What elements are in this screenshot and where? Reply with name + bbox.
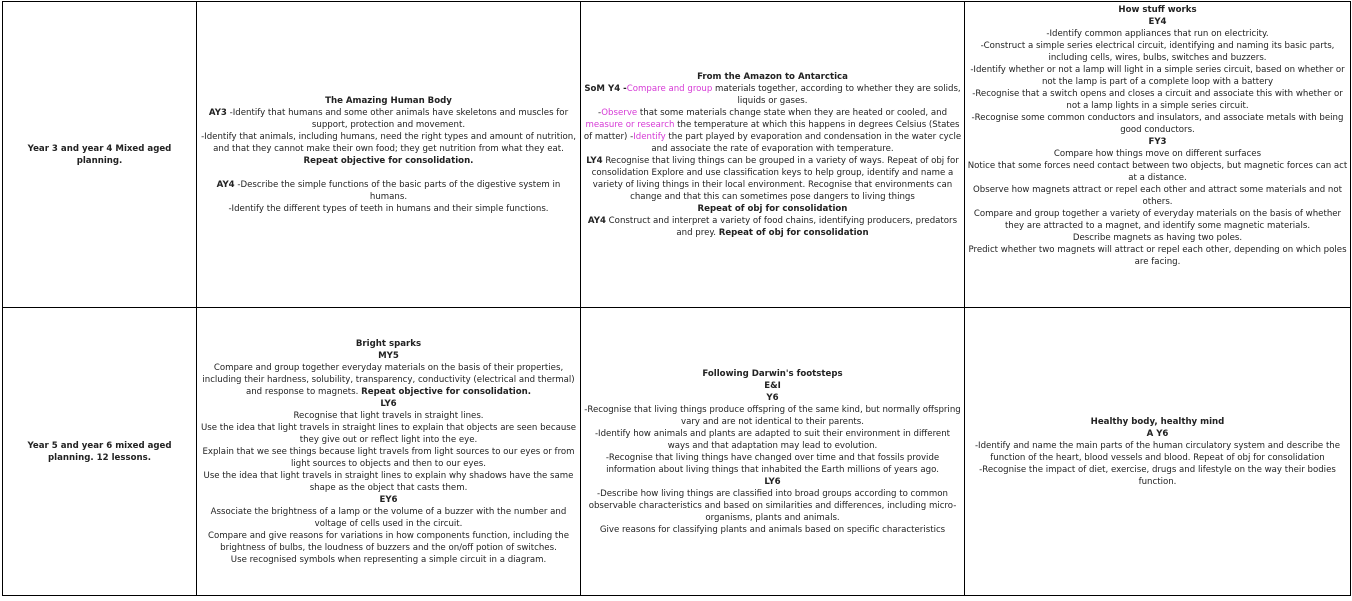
consolidation-note: Repeat objective for consolidation. [361, 386, 532, 397]
planning-table [2, 1, 1351, 596]
topic-cell-amazing-human-body [197, 2, 581, 308]
objective-text: Use the idea that light travels in straight lines to explain that objects are seen because they give out or reflect light into the eye. [200, 422, 577, 445]
objective-code: AY4 [216, 179, 235, 190]
topic-cell-bright-sparks [197, 308, 581, 596]
objective-code: A Y6 [1146, 428, 1169, 439]
objective-code: FY3 [1148, 137, 1167, 147]
objective-code: AY3 [208, 107, 227, 118]
table-row [3, 2, 1351, 308]
objective-text: Compare how things move on different surfaces [1053, 149, 1262, 159]
objective-code: LY6 [380, 398, 397, 409]
objective-text: Compare and give reasons for variations in how components function, including the brightness of bulbs, the loudness of buzzers and the on/off potion of switches. [207, 530, 569, 553]
topic-title: Bright sparks [355, 338, 422, 349]
objective-code: LY4 [586, 155, 603, 166]
objective-text: Explain that we see things because light travels from light sources to our eyes or from light sources to objects and then to our eyes. [202, 446, 575, 469]
objective-text: Use the idea that light travels in straight lines to explain why shadows have the same shape as the object that casts them. [203, 470, 574, 493]
objective-text: Compare and group together a variety of everyday materials on the basis of whether they are attracted to a magnet, and identify some magnetic materials. [973, 209, 1342, 231]
objective-text: -Construct a simple series electrical circuit, identifying and naming its basic parts, including cells, wires, bulbs, switches and buzzers. [980, 41, 1335, 63]
topic-cell-amazon-to-antarctica: From the Amazon to Antarctica SoM Y4 -Compare and group materials together, according to whether they are solids, liquids or gases. -Observe that some materials change state when they are heated or cooled, and measure or research the temperature at which this happens in degrees Celsius (States of matter) -Identify the part played by evaporation and condensation in the water cycle and associate the rate of evaporation with temperature. LY4 Recognise that living things can be grouped in a variety of ways. Repeat of obj for consolidation Explore and use classification keys to help group, identify and name a variety of living things in their local environment. Recognise that environments can change and that this can sometimes pose dangers to living things Repeat of obj for consolidation AY4 Construct and interpret a variety of food chains, identifying producers, predators and prey. Repeat of obj for consolidation [581, 2, 965, 308]
objective-text: -Describe how living things are classified into broad groups according to common observable characteristics and based on similarities and differences, including micro-organisms, plants and animals. [588, 488, 957, 523]
topic-cell-how-stuff-works [965, 2, 1351, 308]
highlighted-verb: measure or research [585, 119, 675, 130]
highlighted-verb: Observe [601, 107, 638, 118]
objective-text: -Describe the simple functions of the basic parts of the digestive system in humans. [234, 179, 561, 202]
objective-code: AY4 [587, 215, 606, 226]
objective-text: -Identify that animals, including humans, need the right types and amount of nutrition, and that they cannot make their own food; they get nutrition from what they eat. [201, 131, 576, 154]
topic-title: From the Amazon to Antarctica [697, 71, 848, 82]
topic-cell-darwins-footsteps [581, 308, 965, 596]
objective-text: -Recognise that a switch opens and closes a circuit and associate this with whether or not a lamp lights in a simple series circuit. [972, 89, 1343, 111]
objective-text: Recognise that light travels in straight lines. [293, 410, 484, 421]
highlighted-verb: Compare and group [626, 83, 713, 94]
objective-text: -Identify that humans and some other animals have skeletons and muscles for support, protection and movement. [226, 107, 569, 130]
objective-text: Recognise that living things can be grouped in a variety of ways. Repeat of obj for consolidation Explore and use classification keys to help group, identify and name a variety of living things in their local environment. Recognise that environments can change and that this can sometimes pose dangers to living things [591, 155, 959, 202]
objective-code: LY6 [764, 476, 781, 487]
objective-text: Predict whether two magnets will attract or repel each other, depending on which poles are facing. [968, 245, 1347, 267]
consolidation-note: Repeat of obj for consolidation [697, 203, 848, 214]
objective-text: Use recognised symbols when representing a simple circuit in a diagram. [230, 554, 547, 565]
objective-text: -Recognise that living things have changed over time and that fossils provide information about living things that inhabited the Earth millions of years ago. [605, 452, 940, 475]
objective-code: E&I [764, 380, 781, 391]
objective-text: -Recognise some common conductors and insulators, and associate metals with being good conductors. [971, 113, 1344, 135]
table-row [3, 308, 1351, 596]
objective-code: SoM Y4 - [584, 83, 627, 94]
objective-text: Give reasons for classifying plants and animals based on specific characteristics [599, 524, 946, 535]
topic-title: Following Darwin's footsteps [702, 368, 843, 379]
objective-text: -Identify the different types of teeth in humans and their simple functions. [228, 203, 549, 214]
objective-code: Y6 [766, 392, 779, 403]
row-label: Year 3 and year 4 Mixed aged planning. [3, 2, 197, 308]
objective-text: Notice that some forces need contact between two objects, but magnetic forces can act at a distance. [967, 161, 1348, 183]
highlighted-verb: Identify [633, 131, 666, 142]
objective-text: materials together, according to whether they are solids, liquids or gases. [712, 83, 961, 106]
objective-text: -Identify whether or not a lamp will light in a simple series circuit, based on whether or not the lamp is part of a complete loop with a battery [970, 65, 1345, 87]
topic-cell-healthy-body [965, 308, 1351, 596]
objective-text: -Recognise the impact of diet, exercise, drugs and lifestyle on the way their bodies function. [979, 464, 1336, 487]
topic-title: The Amazing Human Body [325, 95, 452, 106]
objective-text: -Identify and name the main parts of the human circulatory system and describe the function of the heart, blood vessels and blood. Repeat of obj for consolidation [974, 440, 1341, 463]
objective-text: Compare and group together everyday materials on the basis of their properties, including their hardness, solubility, transparency, conductivity (electrical and thermal) and response to magnets. [202, 362, 575, 397]
consolidation-note: Repeat objective for consolidation. [303, 155, 474, 166]
objective-code: EY6 [379, 494, 398, 505]
row-label: Year 5 and year 6 mixed aged planning. 12 lessons. [3, 308, 197, 596]
objective-text: -Identify how animals and plants are adapted to suit their environment in different ways and that adaptation may lead to evolution. [594, 428, 951, 451]
objective-text: -Recognise that living things produce offspring of the same kind, but normally offspring vary and are not identical to their parents. [584, 404, 961, 427]
objective-text: Describe magnets as having two poles. [1072, 233, 1243, 243]
objective-text: -Identify common appliances that run on electricity. [1046, 29, 1269, 39]
objective-code: MY5 [378, 350, 399, 361]
objective-text: Construct and interpret a variety of food chains, identifying producers, predators and prey. [605, 215, 958, 238]
topic-title: How stuff works [1118, 5, 1197, 15]
objective-text: Associate the brightness of a lamp or the volume of a buzzer with the number and voltage of cells used in the circuit. [210, 506, 567, 529]
consolidation-note: Repeat of obj for consolidation [718, 227, 869, 238]
objective-text: Observe how magnets attract or repel each other and attract some materials and not others. [973, 185, 1342, 207]
objective-code: EY4 [1148, 17, 1167, 27]
topic-title: Healthy body, healthy mind [1090, 416, 1225, 427]
